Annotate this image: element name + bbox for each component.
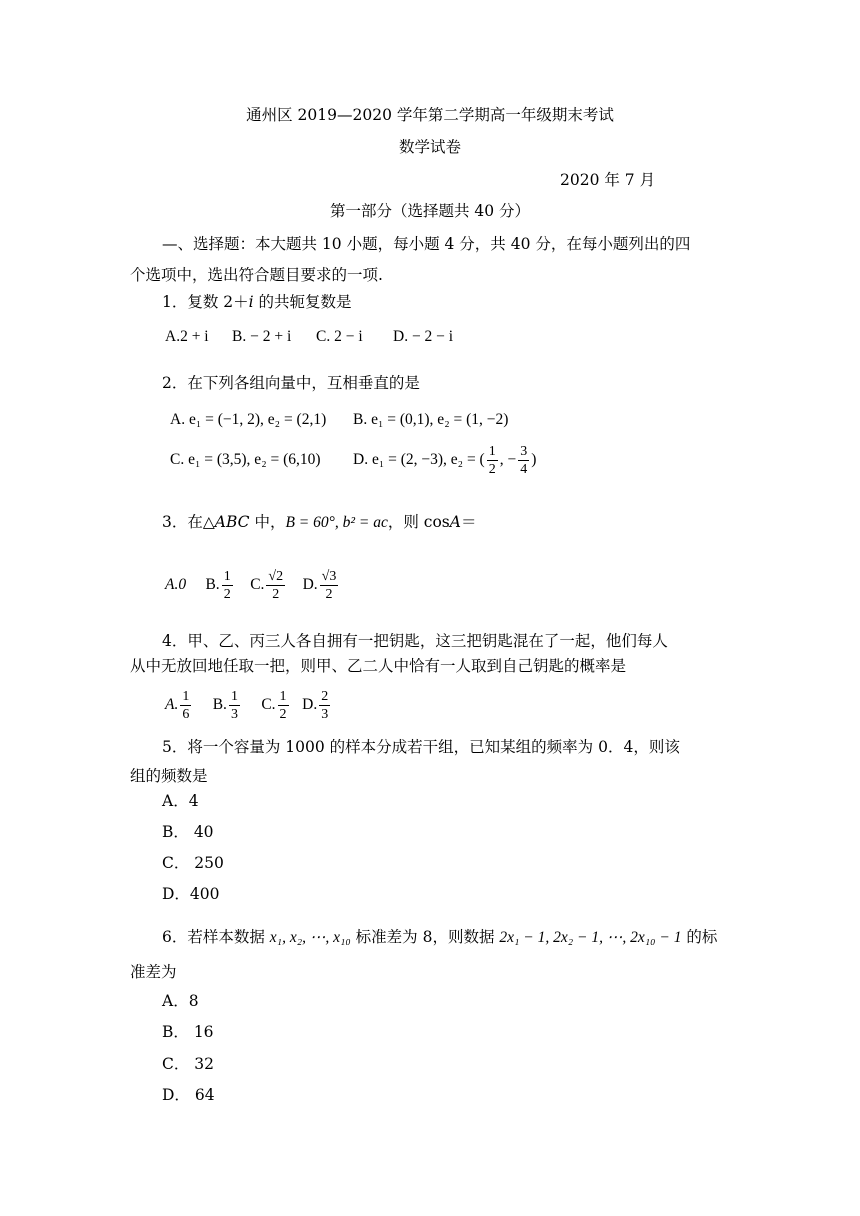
q3-option-b (222, 568, 233, 603)
q4-d-num: 2 (321, 688, 329, 704)
q5-line-2: 组的频数是 (130, 767, 208, 785)
q6-option-c: C． 32 (162, 1055, 215, 1073)
q2-d-f2-den: 4 (520, 461, 528, 477)
q3-options (165, 563, 340, 607)
q4-c-num: 1 (279, 688, 287, 704)
q4-option-d-label: D. (302, 696, 318, 713)
q3-option-d (320, 568, 339, 603)
q3-b-num: 1 (223, 568, 231, 584)
q5-option-a: A．4 (162, 792, 199, 810)
q4-option-d (319, 688, 330, 723)
q2-d-f1-num: 1 (488, 443, 496, 459)
q3-stem-c: ，则 cos (387, 513, 450, 531)
q3-stem-a: 3．在△ (162, 513, 215, 531)
q2-stem: 2．在下列各组向量中，互相垂直的是 (162, 374, 420, 392)
q2-d-fraction-1 (487, 443, 498, 478)
q1-stem-text: 1．复数 2＋ (162, 293, 249, 311)
q4-c-den: 2 (279, 706, 287, 722)
exam-date: 2020 年 7 月 (560, 171, 656, 189)
q6-line-1-b: 标准差为 8，则数据 (350, 928, 500, 946)
q4-option-a-label: A. (165, 696, 179, 713)
q2-option-a: A. e₁ = (−1, 2), e₂ = (2,1) (170, 411, 327, 428)
q3-stem (162, 512, 476, 533)
q4-a-den: 6 (182, 706, 190, 722)
q4-option-c-label: C. (261, 696, 276, 713)
q4-d-den: 3 (321, 706, 329, 722)
q4-option-c (278, 688, 289, 723)
q3-d-num: √3 (321, 568, 337, 584)
q1-stem-end: 的共轭复数是 (253, 293, 352, 311)
q4-line-1: 4．甲、乙、丙三人各自拥有一把钥匙，这三把钥匙混在了一起，他们每人 (162, 632, 668, 650)
q6-line-1-c: 的标 (681, 928, 718, 946)
q6-math-1: x₁, x₂, ⋯, x₁₀ (269, 929, 351, 946)
q3-stem-math: B = 60°, b² = ac (285, 514, 388, 531)
q3-stem-var2: A (449, 513, 461, 531)
q5-option-c: C． 250 (162, 854, 224, 872)
q2-d-suffix: ) (531, 451, 537, 468)
q6-line-1-a: 6．若样本数据 (162, 928, 270, 946)
instructions-line-1: —、选择题：本大题共 10 小题，每小题 4 分，共 40 分，在每小题列出的四 (162, 235, 691, 253)
q2-d-f2-num: 3 (520, 443, 528, 459)
q4-options (165, 683, 332, 727)
q1-stem-var: i (248, 293, 254, 311)
q3-d-den: 2 (325, 586, 333, 602)
q4-b-den: 3 (230, 706, 238, 722)
q2-option-b: B. e₁ = (0,1), e₂ = (1, −2) (353, 411, 509, 428)
q6-line-2: 准差为 (130, 963, 177, 981)
q1-option-c: C. 2 − i (316, 328, 363, 345)
q6-option-d: D． 64 (162, 1086, 215, 1104)
q3-option-b-label: B. (205, 576, 220, 593)
q3-b-den: 2 (223, 586, 231, 602)
q4-line-2: 从中无放回地任取一把，则甲、乙二人中恰有一人取到自己钥匙的概率是 (130, 657, 627, 675)
q3-c-num: √2 (268, 568, 284, 584)
q1-option-d: D. − 2 − i (393, 328, 454, 345)
exam-subtitle: 数学试卷 (398, 138, 461, 156)
q2-d-f1-den: 2 (488, 461, 496, 477)
q1-option-a: A.2 + i (165, 328, 209, 345)
q5-option-b: B． 40 (162, 823, 214, 841)
q6-math-2: 2x₁ − 1, 2x₂ − 1, ⋯, 2x₁₀ − 1 (499, 929, 682, 946)
q3-stem-var: ABC (214, 513, 250, 531)
instructions-line-2: 个选项中，选出符合题目要求的一项. (130, 266, 383, 284)
q3-stem-d: ＝ (460, 513, 477, 531)
q5-option-d: D．400 (162, 885, 220, 903)
q3-option-c-label: C. (250, 576, 265, 593)
q3-stem-b: 中， (249, 513, 286, 531)
q6-option-b: B． 16 (162, 1023, 214, 1041)
q5-line-1: 5．将一个容量为 1000 的样本分成若干组，已知某组的频率为 0．4，则该 (162, 738, 680, 756)
q3-option-d-label: D. (302, 576, 318, 593)
part-heading: 第一部分（选择题共 40 分） (329, 202, 531, 220)
q4-b-num: 1 (230, 688, 238, 704)
q3-option-a: A.0 (165, 576, 187, 593)
q2-option-c: C. e₁ = (3,5), e₂ = (6,10) (170, 451, 321, 468)
q6-line-1 (162, 927, 717, 948)
exam-title: 通州区 2019—2020 学年第二学期高一年级期末考试 (246, 106, 614, 124)
q2-option-d (353, 440, 536, 480)
q3-c-den: 2 (272, 586, 280, 602)
q3-option-c (266, 568, 285, 603)
q4-option-b-label: B. (212, 696, 227, 713)
q1-stem (162, 292, 352, 312)
q4-option-b (229, 688, 240, 723)
q4-a-num: 1 (182, 688, 190, 704)
q1-option-b: B. − 2 + i (232, 328, 292, 345)
q2-d-fraction-2 (518, 443, 529, 478)
q2-d-mid: , − (499, 451, 517, 468)
q6-option-a: A．8 (162, 992, 199, 1010)
q4-option-a (180, 688, 191, 723)
q2-d-prefix: D. e₁ = (2, −3), e₂ = ( (353, 451, 485, 468)
